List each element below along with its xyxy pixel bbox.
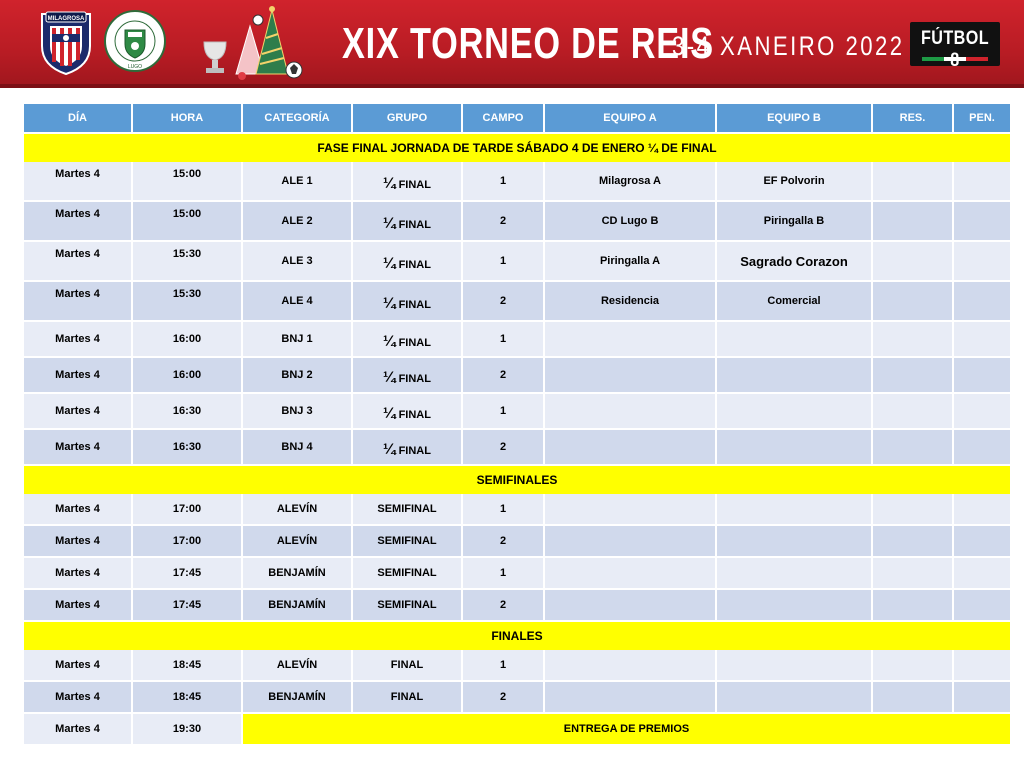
- cell-grupo: SEMIFINAL: [353, 558, 461, 590]
- cell-hora: 17:45: [133, 590, 241, 622]
- section-band-quarterfinals: [24, 134, 1010, 162]
- cell-equipo-a[interactable]: [545, 430, 715, 466]
- cell-dia: Martes 4: [24, 650, 131, 682]
- cell-equipo-b[interactable]: [717, 322, 871, 358]
- fraction-quarter: ¼: [383, 214, 396, 232]
- cell-hora: 16:00: [133, 322, 241, 358]
- table-row: [24, 242, 1010, 282]
- cell-grupo: [353, 162, 461, 202]
- cell-campo: 2: [463, 358, 543, 394]
- svg-text:MILAGROSA: MILAGROSA: [47, 16, 85, 22]
- cell-categoria: ALEVÍN: [243, 650, 351, 682]
- grupo-label: FINAL: [398, 298, 431, 311]
- table-row: [24, 526, 1010, 558]
- grupo-label: FINAL: [398, 258, 431, 271]
- cell-campo: 2: [463, 202, 543, 242]
- table-row: [24, 162, 1010, 202]
- fraction-quarter: ¼: [383, 174, 396, 192]
- cell-res[interactable]: [873, 322, 952, 358]
- table-row: [24, 590, 1010, 622]
- table-row: [24, 282, 1010, 322]
- cell-equipo-b[interactable]: [717, 682, 871, 714]
- futbol-8-label: FÚTBOL: [920, 28, 990, 49]
- section-band-finales: [24, 622, 1010, 650]
- section-title: SEMIFINALES: [24, 466, 1010, 494]
- cell-hora: 18:45: [133, 682, 241, 714]
- cell-categoria: BNJ 3: [243, 394, 351, 430]
- col-header-hora: HORA: [133, 104, 241, 134]
- cell-hora: 15:30: [133, 282, 241, 322]
- cell-grupo: SEMIFINAL: [353, 494, 461, 526]
- cell-res[interactable]: [873, 590, 952, 622]
- cell-equipo-a[interactable]: [545, 590, 715, 622]
- cell-dia: Martes 4: [24, 202, 131, 242]
- cell-res[interactable]: [873, 494, 952, 526]
- cell-hora: 17:00: [133, 526, 241, 558]
- cell-dia: Martes 4: [24, 714, 131, 746]
- table-row: [24, 558, 1010, 590]
- cell-grupo: [353, 202, 461, 242]
- cell-equipo-b: Piringalla B: [717, 202, 871, 242]
- cell-grupo: [353, 430, 461, 466]
- cell-categoria: ALE 3: [243, 242, 351, 282]
- cell-dia: Martes 4: [24, 430, 131, 466]
- col-header-res: RES.: [873, 104, 952, 134]
- cell-hora: 16:30: [133, 430, 241, 466]
- cell-categoria: ALE 2: [243, 202, 351, 242]
- grupo-label: FINAL: [398, 372, 431, 385]
- col-header-pen: PEN.: [954, 104, 1010, 134]
- cell-categoria: ALE 4: [243, 282, 351, 322]
- cell-res[interactable]: [873, 650, 952, 682]
- cell-grupo: [353, 394, 461, 430]
- cell-grupo: [353, 322, 461, 358]
- banner-bottom-stripe: [0, 84, 1024, 88]
- table-row: [24, 650, 1010, 682]
- cell-hora: 18:45: [133, 650, 241, 682]
- table-row: [24, 394, 1010, 430]
- cell-dia: Martes 4: [24, 242, 131, 282]
- cell-campo: 1: [463, 558, 543, 590]
- cell-dia: Martes 4: [24, 162, 131, 202]
- cell-equipo-a[interactable]: [545, 494, 715, 526]
- schedule-table: [22, 104, 1012, 746]
- grupo-label: FINAL: [398, 408, 431, 421]
- cell-res[interactable]: [873, 162, 952, 202]
- cell-equipo-a: Residencia: [545, 282, 715, 322]
- fraction-quarter: ¼: [383, 404, 396, 422]
- cell-res[interactable]: [873, 430, 952, 466]
- cell-dia: Martes 4: [24, 558, 131, 590]
- cell-campo: 2: [463, 430, 543, 466]
- table-row: [24, 430, 1010, 466]
- cell-pen[interactable]: [954, 494, 1010, 526]
- cell-pen[interactable]: [954, 242, 1010, 282]
- cell-categoria: BENJAMÍN: [243, 682, 351, 714]
- cell-equipo-b[interactable]: [717, 394, 871, 430]
- cell-hora: 15:00: [133, 202, 241, 242]
- cell-hora: 17:45: [133, 558, 241, 590]
- grupo-label: FINAL: [398, 218, 431, 231]
- cell-categoria: ALEVÍN: [243, 494, 351, 526]
- section-title: FASE FINAL JORNADA DE TARDE SÁBADO 4 DE ENERO ¼ DE FINAL: [24, 134, 1010, 162]
- fraction-quarter: ¼: [383, 332, 396, 350]
- grupo-label: FINAL: [398, 336, 431, 349]
- tournament-dates: 3-4 XANEIRO 2022: [672, 31, 905, 61]
- milagrosa-crest-logo: [38, 8, 94, 76]
- cell-res[interactable]: [873, 526, 952, 558]
- cell-equipo-a[interactable]: [545, 682, 715, 714]
- cell-campo: 1: [463, 394, 543, 430]
- cell-dia: Martes 4: [24, 526, 131, 558]
- cell-dia: Martes 4: [24, 358, 131, 394]
- cell-categoria: BENJAMÍN: [243, 558, 351, 590]
- cell-campo: 1: [463, 494, 543, 526]
- table-row: [24, 202, 1010, 242]
- cell-dia: Martes 4: [24, 494, 131, 526]
- fraction-quarter: ¼: [383, 440, 396, 458]
- cell-equipo-a[interactable]: [545, 526, 715, 558]
- section-band-semifinales: [24, 466, 1010, 494]
- cell-res[interactable]: [873, 682, 952, 714]
- cell-pen[interactable]: [954, 430, 1010, 466]
- cell-grupo: [353, 242, 461, 282]
- cell-equipo-b[interactable]: [717, 494, 871, 526]
- cell-hora: 17:00: [133, 494, 241, 526]
- trophy-christmas-decoration-icon: [196, 4, 312, 84]
- cell-equipo-b[interactable]: [717, 358, 871, 394]
- header-banner: [0, 0, 1024, 88]
- cell-campo: 1: [463, 650, 543, 682]
- cell-pen[interactable]: [954, 358, 1010, 394]
- col-header-dia: DÍA: [24, 104, 131, 134]
- tournament-title: XIX TORNEO DE REIS: [342, 19, 714, 68]
- cell-dia: Martes 4: [24, 282, 131, 322]
- fraction-quarter: ¼: [383, 294, 396, 312]
- cell-equipo-a: Piringalla A: [545, 242, 715, 282]
- cell-campo: 2: [463, 526, 543, 558]
- cell-hora: 16:30: [133, 394, 241, 430]
- grupo-label: FINAL: [398, 178, 431, 191]
- cell-dia: Martes 4: [24, 682, 131, 714]
- cell-pen[interactable]: [954, 282, 1010, 322]
- cell-pen[interactable]: [954, 322, 1010, 358]
- cell-equipo-a[interactable]: [545, 650, 715, 682]
- cell-equipo-a[interactable]: [545, 322, 715, 358]
- cell-equipo-b: Comercial: [717, 282, 871, 322]
- col-header-categoria: CATEGORÍA: [243, 104, 351, 134]
- cell-equipo-a[interactable]: [545, 358, 715, 394]
- fraction-quarter: ¼: [383, 368, 396, 386]
- cell-hora: 15:30: [133, 242, 241, 282]
- cell-res[interactable]: [873, 394, 952, 430]
- cell-equipo-b[interactable]: [717, 526, 871, 558]
- cell-pen[interactable]: [954, 394, 1010, 430]
- cell-campo: 1: [463, 162, 543, 202]
- cell-pen[interactable]: [954, 202, 1010, 242]
- cell-pen[interactable]: [954, 650, 1010, 682]
- table-row-awards: [24, 714, 1010, 746]
- cell-dia: Martes 4: [24, 322, 131, 358]
- cell-pen[interactable]: [954, 558, 1010, 590]
- fraction-quarter: ¼: [383, 254, 396, 272]
- cell-hora: 16:00: [133, 358, 241, 394]
- cell-grupo: [353, 282, 461, 322]
- grupo-label: FINAL: [398, 444, 431, 457]
- cell-campo: 2: [463, 282, 543, 322]
- cell-equipo-a: Milagrosa A: [545, 162, 715, 202]
- italian-flag-icon: [922, 57, 988, 61]
- table-row: [24, 322, 1010, 358]
- cell-equipo-b: EF Polvorin: [717, 162, 871, 202]
- cell-res[interactable]: [873, 558, 952, 590]
- cell-equipo-a[interactable]: [545, 394, 715, 430]
- header-row: [24, 104, 1010, 134]
- cell-res[interactable]: [873, 242, 952, 282]
- table-row: [24, 682, 1010, 714]
- col-header-equipo-a: EQUIPO A: [545, 104, 715, 134]
- cell-categoria: BNJ 4: [243, 430, 351, 466]
- cell-grupo: SEMIFINAL: [353, 590, 461, 622]
- cell-categoria: ALEVÍN: [243, 526, 351, 558]
- cell-campo: 2: [463, 682, 543, 714]
- cell-dia: Martes 4: [24, 590, 131, 622]
- cell-campo: 1: [463, 242, 543, 282]
- cell-categoria: BNJ 1: [243, 322, 351, 358]
- cell-equipo-b[interactable]: [717, 590, 871, 622]
- col-header-equipo-b: EQUIPO B: [717, 104, 871, 134]
- cell-hora: 15:00: [133, 162, 241, 202]
- futbol-8-badge: [910, 22, 1000, 66]
- cell-res[interactable]: [873, 282, 952, 322]
- cell-grupo: FINAL: [353, 650, 461, 682]
- cell-categoria: BNJ 2: [243, 358, 351, 394]
- table-row: [24, 494, 1010, 526]
- cell-equipo-a[interactable]: [545, 558, 715, 590]
- cell-equipo-b[interactable]: [717, 430, 871, 466]
- cell-equipo-b[interactable]: [717, 558, 871, 590]
- cell-res[interactable]: [873, 358, 952, 394]
- cell-pen[interactable]: [954, 682, 1010, 714]
- cell-pen[interactable]: [954, 590, 1010, 622]
- svg-text:LUGO: LUGO: [127, 64, 143, 70]
- cell-grupo: SEMIFINAL: [353, 526, 461, 558]
- table-row: [24, 358, 1010, 394]
- cell-pen[interactable]: [954, 162, 1010, 202]
- cell-pen[interactable]: [954, 526, 1010, 558]
- cell-equipo-b[interactable]: [717, 650, 871, 682]
- cell-hora: 19:30: [133, 714, 241, 746]
- cell-grupo: [353, 358, 461, 394]
- cell-equipo-a: CD Lugo B: [545, 202, 715, 242]
- col-header-campo: CAMPO: [463, 104, 543, 134]
- cell-campo: 1: [463, 322, 543, 358]
- cell-categoria: ALE 1: [243, 162, 351, 202]
- cell-dia: Martes 4: [24, 394, 131, 430]
- awards-ceremony-label: ENTREGA DE PREMIOS: [243, 714, 1010, 746]
- section-title: FINALES: [24, 622, 1010, 650]
- cell-grupo: FINAL: [353, 682, 461, 714]
- cell-categoria: BENJAMÍN: [243, 590, 351, 622]
- cell-res[interactable]: [873, 202, 952, 242]
- cell-campo: 2: [463, 590, 543, 622]
- cell-equipo-b: Sagrado Corazon: [717, 242, 871, 282]
- col-header-grupo: GRUPO: [353, 104, 461, 134]
- ferroviaria-crest-logo: [104, 10, 166, 72]
